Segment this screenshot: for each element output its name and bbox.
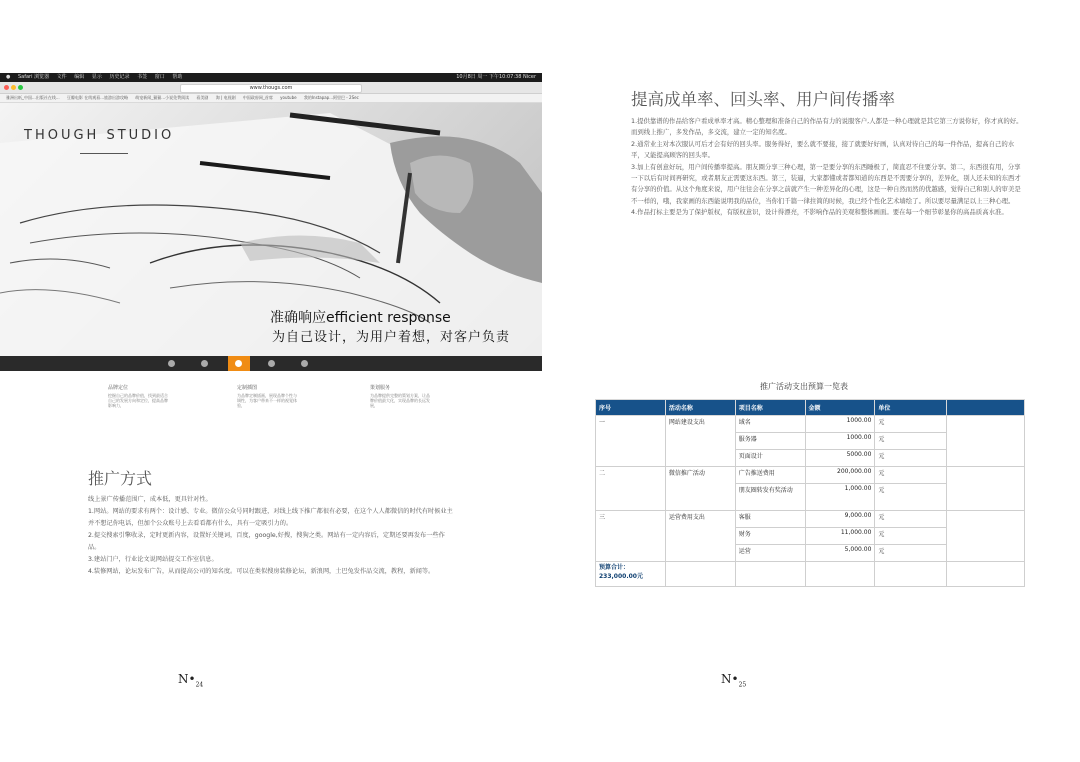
- total-cell: [596, 562, 666, 587]
- page-number-prefix: N•: [178, 672, 196, 686]
- item-amount: 1000.00: [805, 416, 875, 433]
- budget-table: [595, 399, 1025, 587]
- page-number-prefix: N•: [721, 672, 739, 686]
- menu-item-window: 窗口: [154, 74, 165, 80]
- table-header-row: [596, 400, 1025, 416]
- page-number-value: 24: [195, 681, 204, 689]
- column-header: 项目名称: [735, 400, 805, 416]
- brand-underline: [80, 153, 128, 154]
- service-column: [108, 386, 168, 408]
- column-header: [947, 400, 1025, 416]
- empty-cell: [665, 562, 735, 587]
- item-name: 广告推送费用: [735, 467, 805, 484]
- bookmark-item: 中国政府网_首席: [242, 95, 273, 100]
- item-unit: 元: [875, 545, 947, 562]
- menu-item-view: 显示: [91, 74, 102, 80]
- menu-item-file: 文件: [56, 74, 67, 80]
- column-header: 序号: [596, 400, 666, 416]
- activity-name: 运营费用支出: [665, 511, 735, 562]
- section-heading: 推广方式: [88, 469, 153, 488]
- empty-cell: [875, 562, 947, 587]
- bookmark-item: 我的Instapap...阿里巴 - 2Sec: [303, 95, 359, 100]
- row-number: 一: [596, 416, 666, 467]
- maximize-window-icon: [18, 85, 23, 90]
- paragraph: 1.网站。网站的要求有两个：设计感、专业。微信公众号同时跟进，对线上线下推广都很有必要，在这个人人都微信的时代有时候业主并不想记你电话，但加个公众账号上去看看都有什么，具有一定吸引力的。: [88, 508, 453, 527]
- section-heading: 提高成单率、回头率、用户间传播率: [631, 90, 895, 109]
- service-title: 定制插图: [237, 385, 258, 391]
- item-name: 运营: [735, 545, 805, 562]
- table-row: [596, 511, 1025, 528]
- menu-item-bookmarks: 书签: [137, 74, 148, 80]
- empty-cell: [947, 562, 1025, 587]
- column-header: 金额: [805, 400, 875, 416]
- bulb-icon[interactable]: [201, 360, 208, 367]
- menu-item-history: 历史记录: [109, 74, 130, 80]
- empty-cell: [805, 562, 875, 587]
- item-name: 客服: [735, 511, 805, 528]
- page-number-value: 25: [738, 681, 747, 689]
- empty-cell: [735, 562, 805, 587]
- table-title: 推广活动支出预算一览表: [760, 382, 848, 391]
- item-unit: 元: [875, 484, 947, 511]
- item-name: 页面设计: [735, 450, 805, 467]
- item-unit: 元: [875, 511, 947, 528]
- paragraph: 1.提供靠谱的作品给客户看成单率才高。精心整理和准备自己的作品有力的说服客户,人都是一种心理就是其它第三方说你好，你才真的好。而到线上推广，多发作品，多交流，建立一定的知名度。: [631, 117, 1023, 137]
- website-screenshot: [0, 73, 542, 371]
- circle-icon[interactable]: [301, 360, 308, 367]
- service-column: [370, 386, 430, 408]
- item-amount: 5,000.00: [805, 545, 875, 562]
- home-icon[interactable]: [168, 360, 175, 367]
- table-row: [596, 416, 1025, 433]
- section-body: [88, 494, 453, 578]
- settings-icon[interactable]: [268, 360, 275, 367]
- service-column: [237, 386, 297, 408]
- paragraph: 4.作品打标主要是为了保护版权，有版权意识，设计得漂亮，不影响作品的美观和整体画面。要在每一个细节彰显你的高品质高水准。: [631, 208, 1008, 217]
- menu-item-help: 帮助: [172, 74, 183, 80]
- bookmark-item: 萌宠新闻_猫猫...小说免费阅读: [135, 95, 190, 100]
- item-name: 朋友圈转发有奖活动: [735, 484, 805, 511]
- column-header: 单位: [875, 400, 947, 416]
- service-title: 品牌定位: [108, 385, 129, 391]
- hero-subcaption: 为自己设计，为用户着想，对客户负责: [272, 330, 511, 345]
- item-name: 财务: [735, 528, 805, 545]
- page-number: [178, 672, 203, 688]
- hero-caption: 准确响应efficient response: [270, 310, 451, 326]
- activity-name: 微信推广活动: [665, 467, 735, 511]
- minimize-window-icon: [11, 85, 16, 90]
- row-number: 二: [596, 467, 666, 511]
- bookmark-item: 看美剧: [196, 95, 209, 100]
- paragraph: 4.装修网站，论坛发布广告，从而提高公司的知名度。可以在类似搜房装修论坛，新浪网，土巴兔发作品交流，教程，新闻等。: [88, 568, 435, 575]
- bookmark-item: youtube: [280, 95, 297, 100]
- apple-icon: ●: [6, 74, 11, 80]
- bookmark-item: 淘 | 电视剧: [215, 95, 236, 100]
- paragraph: 2.提交搜索引擎收录，定时更新内容，设置好关键词，百度，google,好搜，搜狗之类。网站有一定内容后，定期还要再发布一些作品。: [88, 532, 445, 551]
- item-amount: 11,000.00: [805, 528, 875, 545]
- item-amount: 9,000.00: [805, 511, 875, 528]
- empty-cell: [947, 511, 1025, 562]
- paragraph: 线上景广传播范围广，成本低，更具针对性。: [88, 496, 212, 503]
- column-header: 活动名称: [665, 400, 735, 416]
- item-amount: 5000.00: [805, 450, 875, 467]
- bookmarks-bar: [0, 94, 542, 103]
- page-number: [721, 672, 746, 688]
- brand-logo: THOUGH STUDIO: [24, 128, 175, 143]
- service-text: 为品牌提供完整的策划方案，让品牌价值最大化，实现品牌的长远发展，: [370, 393, 430, 408]
- site-nav-strip: [0, 356, 542, 371]
- menu-item-edit: 编辑: [74, 74, 85, 80]
- menu-item-safari: Safari 浏览器: [17, 74, 50, 80]
- row-number: 三: [596, 511, 666, 562]
- info-icon[interactable]: [235, 360, 242, 367]
- menubar-status: 10月8日 周一 下午10:07:38 Nicer: [456, 74, 536, 80]
- empty-cell: [947, 467, 1025, 511]
- table-row: [596, 467, 1025, 484]
- item-amount: 200,000.00: [805, 467, 875, 484]
- paragraph: 3.建站门户，行业论文说网站提交工作室信息。: [88, 556, 218, 563]
- address-bar: www.thougs.com: [180, 84, 362, 93]
- item-amount: 1,000.00: [805, 484, 875, 511]
- paragraph: 2.通常业主对本次服认可后才会有好的回头率。服务得好，要么就不要接，接了就要好好画，认真对待自己的每一件作品，提高自己的水平，又能提高顾客的回头率。: [631, 139, 1015, 160]
- table-total-row: [596, 562, 1025, 587]
- item-unit: 元: [875, 433, 947, 450]
- bookmark-item: 豆瓣电影 在线观看...旅游出游攻略: [66, 95, 129, 100]
- total-label: 预算合计：: [599, 564, 630, 571]
- paragraph: 3.加上有创意好玩，用户间传播率提高。朋友圈分享三种心理，第一是要分享的东西睡极了，简直忍不住要分享。第二，东西很有用，分享一下以后有时间再研究，或者朋友正需要这东西。第三，装逼，大家都懂或者都知道的东西是不需要分享的，差异化，别人还未知的东西才有分享的价值。从这个角度来说，用户往往会在分享之前就产生一种差异化的心理，这是一种自然而然的优越感，觉得自己和别人的审美是不一样的，哦，我家画的东西能说明我的品位，当你们千篇一律拄简的时候，我已经个性化艺术墙绘了。所以要尽量满足以上三种心理。: [631, 162, 1021, 205]
- item-unit: 元: [875, 416, 947, 433]
- bookmark-item: 雅洲出纸_中国...出版社在线...: [6, 95, 60, 100]
- item-name: 服务器: [735, 433, 805, 450]
- mac-menubar: [0, 73, 542, 82]
- empty-cell: [947, 416, 1025, 467]
- activity-name: 网站建设支出: [665, 416, 735, 467]
- item-unit: 元: [875, 528, 947, 545]
- hero-image: [0, 103, 542, 356]
- item-name: 域名: [735, 416, 805, 433]
- close-window-icon: [4, 85, 9, 90]
- item-unit: 元: [875, 467, 947, 484]
- service-text: 挖掘自己的品牌价值，找到最适合自己的发展方向和定位，提高品牌影响力，: [108, 393, 168, 408]
- item-unit: 元: [875, 450, 947, 467]
- item-amount: 1000.00: [805, 433, 875, 450]
- section-body: [631, 116, 1023, 219]
- total-value: 233,000.00元: [599, 573, 643, 580]
- service-text: 为品牌定制插画，展现品牌个性与调性，为客户带来不一样的视觉体验，: [237, 393, 297, 408]
- service-title: 策划服务: [370, 385, 391, 391]
